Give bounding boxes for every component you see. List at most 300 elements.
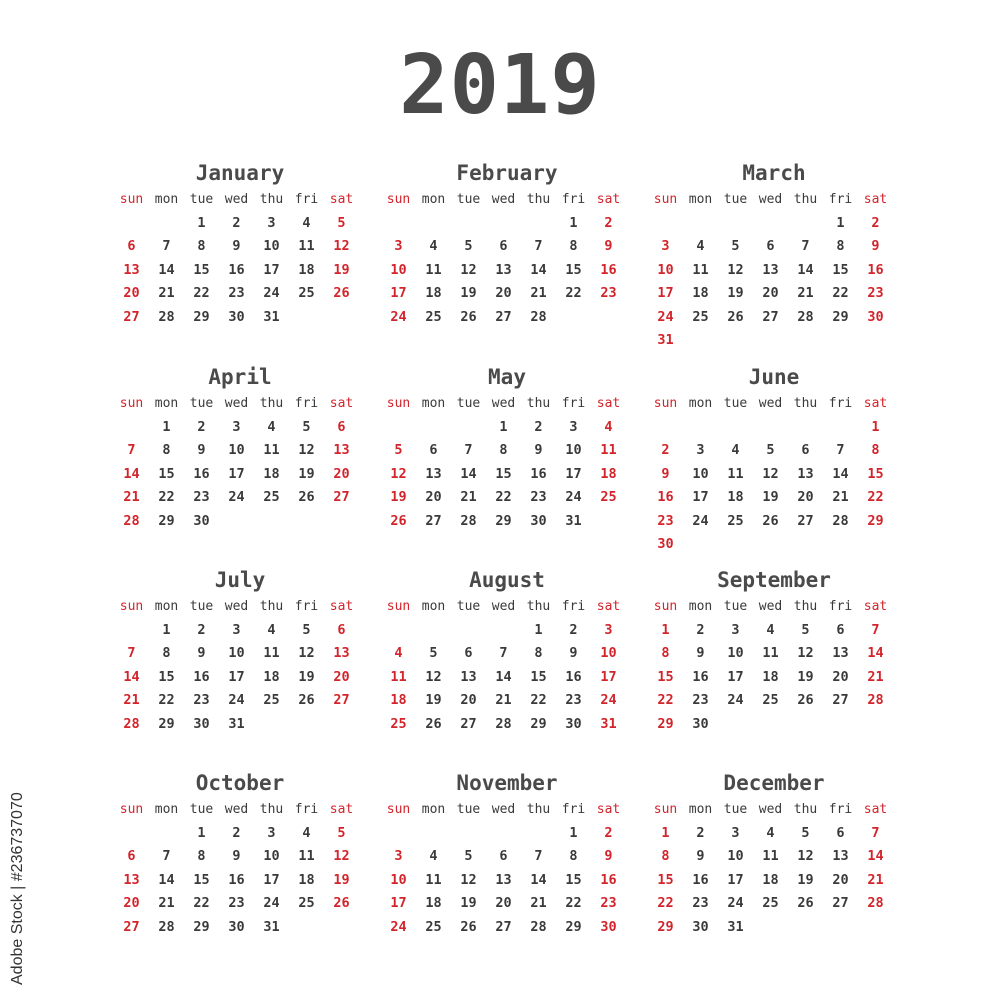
day-cell: 14 [158,261,175,278]
weekday-header-fri: fri [561,802,586,817]
day-cell: 31 [263,918,280,935]
day-cell: 16 [692,871,709,888]
month-name: January [195,161,285,185]
month-october [114,770,366,939]
day-cell: 12 [460,261,477,278]
day-cell: 20 [762,285,779,301]
weekday-header-sun: sun [653,396,678,411]
weekday-header-thu: thu [793,396,818,411]
weekday-header-thu: thu [259,192,284,207]
day-cell: 21 [123,692,140,708]
day-cell: 25 [762,895,779,911]
day-cell: 9 [604,238,613,254]
day-cell: 9 [197,442,206,458]
day-cell: 23 [600,285,617,301]
day-cell: 12 [390,465,407,482]
day-cell: 6 [127,238,136,254]
day-cell: 18 [762,668,779,685]
day-cell: 3 [661,238,670,254]
day-cell: 22 [530,692,547,708]
day-cell: 18 [390,692,407,708]
month-february [381,160,633,329]
day-cell: 2 [534,418,543,435]
day-cell: 20 [495,895,512,911]
weekday-header-sat: sat [596,802,621,817]
day-cell: 26 [460,308,477,325]
weekday-header-sun: sun [653,192,678,207]
day-cell: 8 [197,848,206,864]
day-cell: 4 [766,621,775,638]
day-cell: 25 [692,308,709,325]
day-cell: 4 [394,645,403,661]
day-cell: 31 [727,918,744,935]
day-cell: 24 [263,895,280,911]
day-cell: 9 [197,645,206,661]
weekday-header-fri: fri [828,192,853,207]
weekday-header-mon: mon [688,802,713,817]
day-cell: 16 [867,261,884,278]
day-cell: 23 [692,692,709,708]
year-title: 2019 [399,38,601,133]
weekday-header-sun: sun [119,396,144,411]
weekday-header-fri: fri [561,599,586,614]
day-grid [114,188,366,329]
day-cell: 13 [333,645,350,661]
weekday-header-thu: thu [793,599,818,614]
day-cell: 30 [193,512,210,529]
day-cell: 28 [123,715,140,732]
day-cell: 23 [867,285,884,301]
month-may [381,364,633,533]
day-cell: 16 [228,261,245,278]
month-name: March [742,161,806,185]
day-cell: 3 [731,824,740,841]
day-cell: 12 [797,848,814,864]
day-cell: 7 [162,238,171,254]
day-cell: 27 [832,692,849,708]
day-cell: 4 [302,824,311,841]
day-cell: 1 [836,214,845,231]
empty-cell [114,416,149,440]
weekday-header-fri: fri [828,599,853,614]
day-cell: 5 [801,824,810,841]
day-cell: 3 [232,418,241,435]
day-cell: 12 [333,848,350,864]
day-cell: 24 [228,489,245,505]
weekday-header-sat: sat [329,192,354,207]
day-cell: 1 [499,418,508,435]
weekday-header-wed: wed [224,396,249,411]
day-cell: 9 [569,645,578,661]
day-cell: 18 [263,465,280,482]
weekday-header-mon: mon [421,396,446,411]
day-cell: 16 [193,465,210,482]
weekday-header-sat: sat [863,599,888,614]
day-cell: 28 [495,715,512,732]
day-cell: 13 [123,871,140,888]
day-cell: 10 [565,442,582,458]
day-cell: 2 [661,442,670,458]
empty-cell [521,212,556,236]
weekday-header-sun: sun [119,802,144,817]
day-cell: 15 [193,261,210,278]
day-cell: 2 [871,214,880,231]
day-cell: 10 [263,848,280,864]
day-cell: 21 [158,285,175,301]
weekday-header-mon: mon [688,599,713,614]
day-cell: 23 [193,692,210,708]
weekday-header-tue: tue [189,599,214,614]
day-cell: 4 [429,238,438,254]
empty-cell [381,416,416,440]
weekday-header-fri: fri [294,599,319,614]
day-cell: 12 [333,238,350,254]
month-august [381,567,633,736]
weekday-header-wed: wed [224,599,249,614]
empty-cell [381,822,416,846]
day-cell: 30 [193,715,210,732]
month-name: August [469,568,545,592]
day-cell: 8 [569,848,578,864]
day-cell: 14 [495,668,512,685]
day-cell: 21 [123,489,140,505]
month-november [381,770,633,939]
day-cell: 25 [390,715,407,732]
day-cell: 30 [692,715,709,732]
day-cell: 24 [692,512,709,529]
day-cell: 6 [429,442,438,458]
day-cell: 24 [657,308,674,325]
empty-cell [149,212,184,236]
weekday-header-tue: tue [189,802,214,817]
day-cell: 15 [565,261,582,278]
weekday-header-tue: tue [723,802,748,817]
day-cell: 24 [263,285,280,301]
day-cell: 24 [390,918,407,935]
day-cell: 29 [530,715,547,732]
day-cell: 1 [569,214,578,231]
weekday-header-wed: wed [758,192,783,207]
day-cell: 7 [127,442,136,458]
day-cell: 17 [565,465,582,482]
day-cell: 13 [762,261,779,278]
day-grid [381,595,633,736]
day-cell: 6 [499,238,508,254]
day-cell: 15 [832,261,849,278]
day-cell: 29 [657,715,674,732]
day-cell: 24 [727,895,744,911]
day-cell: 12 [797,645,814,661]
day-cell: 10 [692,465,709,482]
day-cell: 14 [867,848,884,864]
weekday-header-fri: fri [828,802,853,817]
day-cell: 8 [871,442,880,458]
day-cell: 27 [495,308,512,325]
weekday-header-fri: fri [294,396,319,411]
month-name: September [717,568,831,592]
day-cell: 29 [495,512,512,529]
day-cell: 8 [499,442,508,458]
day-cell: 4 [766,824,775,841]
day-cell: 7 [871,824,880,841]
day-cell: 28 [867,895,884,911]
day-cell: 20 [333,465,350,482]
day-cell: 18 [692,285,709,301]
weekday-header-tue: tue [723,396,748,411]
day-cell: 11 [263,442,280,458]
day-cell: 23 [530,489,547,505]
weekday-header-thu: thu [526,599,551,614]
weekday-header-thu: thu [793,192,818,207]
day-cell: 10 [727,848,744,864]
day-cell: 26 [762,512,779,529]
day-cell: 2 [604,824,613,841]
weekday-header-sun: sun [386,802,411,817]
day-cell: 12 [425,668,442,685]
weekday-header-fri: fri [294,802,319,817]
day-cell: 22 [193,285,210,301]
day-cell: 13 [832,645,849,661]
day-cell: 22 [832,285,849,301]
month-july [114,567,366,736]
month-name: June [748,365,800,389]
day-cell: 31 [263,308,280,325]
day-cell: 18 [298,261,315,278]
day-cell: 1 [197,824,206,841]
day-cell: 26 [727,308,744,325]
empty-cell [753,212,788,236]
day-cell: 28 [797,308,814,325]
weekday-header-sat: sat [596,192,621,207]
day-cell: 23 [565,692,582,708]
day-cell: 14 [797,261,814,278]
empty-cell [648,416,683,440]
month-march [648,160,900,353]
day-cell: 14 [530,871,547,888]
weekday-header-wed: wed [491,192,516,207]
day-cell: 1 [871,418,880,435]
day-cell: 26 [460,918,477,935]
day-grid [648,798,900,939]
weekday-header-mon: mon [154,599,179,614]
day-cell: 6 [127,848,136,864]
day-cell: 28 [123,512,140,529]
weekday-header-thu: thu [259,396,284,411]
month-name: April [208,365,272,389]
day-cell: 20 [832,871,849,888]
day-cell: 29 [657,918,674,935]
day-cell: 14 [530,261,547,278]
month-name: May [488,365,526,389]
day-cell: 2 [696,824,705,841]
day-cell: 24 [600,692,617,708]
day-grid [648,595,900,736]
day-cell: 31 [228,715,245,732]
day-cell: 17 [228,465,245,482]
day-cell: 16 [228,871,245,888]
day-cell: 16 [692,668,709,685]
day-cell: 2 [569,621,578,638]
weekday-header-sat: sat [329,396,354,411]
day-cell: 27 [333,489,350,505]
weekday-header-tue: tue [456,599,481,614]
weekday-header-tue: tue [456,802,481,817]
day-cell: 22 [657,692,674,708]
weekday-header-wed: wed [758,396,783,411]
day-cell: 28 [460,512,477,529]
day-cell: 24 [390,308,407,325]
day-cell: 6 [836,824,845,841]
day-cell: 7 [871,621,880,638]
day-cell: 19 [460,285,477,301]
day-cell: 10 [657,261,674,278]
day-cell: 4 [731,442,740,458]
day-cell: 22 [193,895,210,911]
weekday-header-mon: mon [154,192,179,207]
day-cell: 24 [565,489,582,505]
empty-cell [381,619,416,643]
day-cell: 3 [394,848,403,864]
day-cell: 24 [727,692,744,708]
day-cell: 25 [425,308,442,325]
day-cell: 5 [429,645,438,661]
day-cell: 14 [460,465,477,482]
day-cell: 20 [333,668,350,685]
day-cell: 21 [460,489,477,505]
day-cell: 19 [390,489,407,505]
day-cell: 18 [425,285,442,301]
day-cell: 21 [530,895,547,911]
month-name: July [214,568,266,592]
day-cell: 19 [460,895,477,911]
day-cell: 24 [228,692,245,708]
day-cell: 1 [661,824,670,841]
day-cell: 3 [232,621,241,638]
day-cell: 29 [158,715,175,732]
day-cell: 11 [298,848,315,864]
day-cell: 5 [464,848,473,864]
day-cell: 1 [162,418,171,435]
day-cell: 6 [836,621,845,638]
day-cell: 11 [298,238,315,254]
day-cell: 23 [193,489,210,505]
day-cell: 9 [604,848,613,864]
day-cell: 18 [600,465,617,482]
day-cell: 1 [569,824,578,841]
day-cell: 14 [123,465,140,482]
day-cell: 15 [158,668,175,685]
day-cell: 2 [232,214,241,231]
weekday-header-tue: tue [723,599,748,614]
day-cell: 3 [267,824,276,841]
day-cell: 21 [867,871,884,888]
day-cell: 19 [727,285,744,301]
day-cell: 23 [228,285,245,301]
day-cell: 30 [228,308,245,325]
day-cell: 19 [333,871,350,888]
day-cell: 7 [464,442,473,458]
day-cell: 27 [460,715,477,732]
day-cell: 14 [158,871,175,888]
day-cell: 10 [228,442,245,458]
month-june [648,364,900,557]
weekday-header-mon: mon [154,396,179,411]
weekday-header-sat: sat [329,802,354,817]
day-cell: 12 [460,871,477,888]
day-cell: 4 [302,214,311,231]
day-grid [114,798,366,939]
day-cell: 21 [158,895,175,911]
weekday-header-fri: fri [828,396,853,411]
day-cell: 15 [193,871,210,888]
empty-cell [486,212,521,236]
day-cell: 9 [232,848,241,864]
day-cell: 10 [600,645,617,661]
day-cell: 19 [797,668,814,685]
day-cell: 13 [797,465,814,482]
day-cell: 12 [727,261,744,278]
day-cell: 27 [495,918,512,935]
day-cell: 10 [727,645,744,661]
empty-cell [114,822,149,846]
day-cell: 19 [298,465,315,482]
day-cell: 13 [425,465,442,482]
day-cell: 21 [495,692,512,708]
month-january [114,160,366,329]
day-cell: 11 [263,645,280,661]
day-grid [381,392,633,533]
weekday-header-tue: tue [189,396,214,411]
empty-cell [149,822,184,846]
day-cell: 16 [530,465,547,482]
weekday-header-wed: wed [491,599,516,614]
day-cell: 7 [534,238,543,254]
day-cell: 7 [534,848,543,864]
day-cell: 4 [604,418,613,435]
day-cell: 17 [263,261,280,278]
weekday-header-sun: sun [119,192,144,207]
weekday-header-sun: sun [653,599,678,614]
weekday-header-mon: mon [421,192,446,207]
day-cell: 14 [832,465,849,482]
day-cell: 9 [661,465,670,482]
day-cell: 13 [495,871,512,888]
weekday-header-tue: tue [723,192,748,207]
day-cell: 11 [692,261,709,278]
weekday-header-wed: wed [758,599,783,614]
day-cell: 20 [495,285,512,301]
weekday-header-thu: thu [259,599,284,614]
day-cell: 7 [127,645,136,661]
day-cell: 15 [530,668,547,685]
weekday-header-sun: sun [653,802,678,817]
day-cell: 6 [766,238,775,254]
day-cell: 9 [534,442,543,458]
day-cell: 3 [604,621,613,638]
day-cell: 11 [425,871,442,888]
day-cell: 27 [797,512,814,529]
day-cell: 6 [464,645,473,661]
day-cell: 18 [762,871,779,888]
day-cell: 27 [333,692,350,708]
day-cell: 8 [569,238,578,254]
day-grid [381,798,633,939]
day-cell: 27 [425,512,442,529]
day-cell: 18 [425,895,442,911]
day-cell: 3 [696,442,705,458]
day-cell: 27 [123,918,140,935]
weekday-header-sun: sun [386,396,411,411]
